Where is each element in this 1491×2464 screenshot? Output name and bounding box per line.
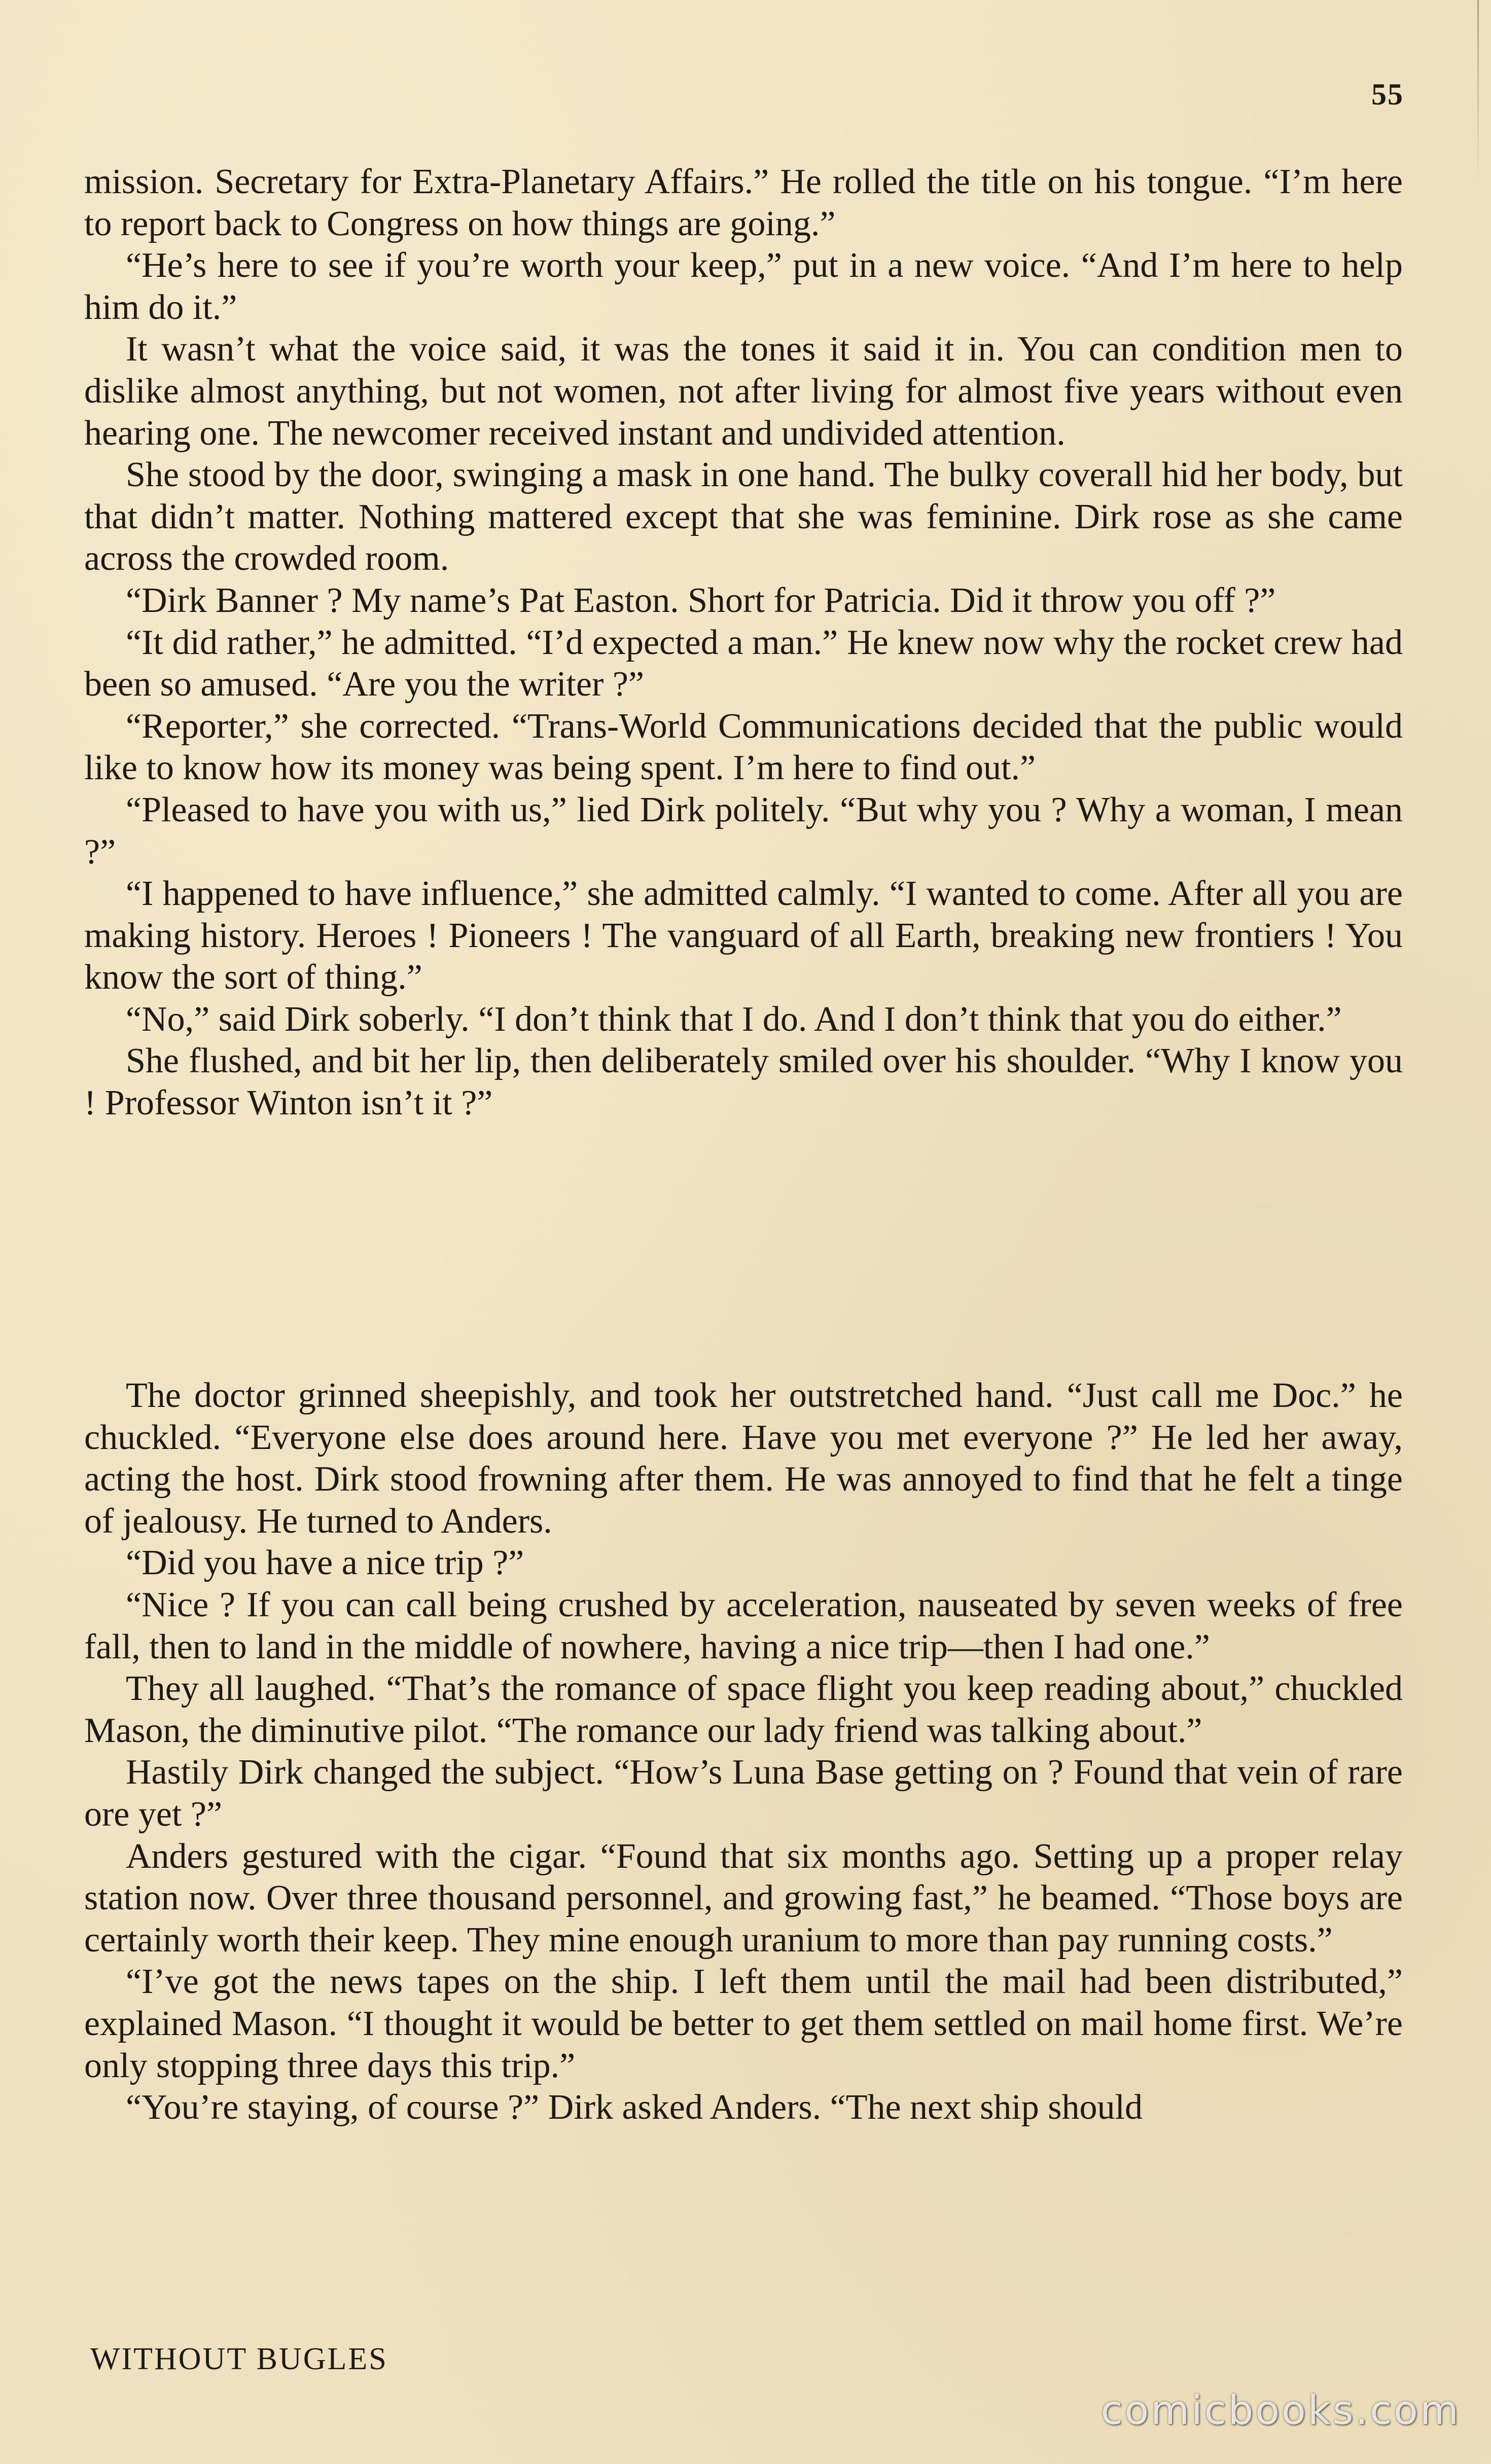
running-footer-title: WITHOUT BUGLES [90, 2342, 388, 2376]
paragraph: Anders gestured with the cigar. “Found that six months ago. Setting up a proper relay station now. Over three thousand personnel, and growing fast,” he beamed. “Those boys are certainly worth their keep. They mine enough uranium to more than pay running costs.” [84, 1836, 1403, 1960]
paragraph: “I’ve got the news tapes on the ship. I left them until the mail had been distributed,” explained Mason. “I thought it would be better to get them settled on mail home first. We’re only stopping three days this trip.” [84, 1962, 1403, 2085]
text-block-upper [84, 161, 1403, 1125]
paragraph: mission. Secretary for Extra-Planetary Affairs.” He rolled the title on his tongue. “I’m here to report back to Congress on how things are going.” [84, 162, 1403, 243]
paragraph: “Reporter,” she corrected. “Trans-World Communications decided that the public would like to know how its money was being spent. I’m here to find out.” [84, 706, 1403, 788]
watermark: comicbooks.com [1100, 2388, 1461, 2434]
paragraph: “No,” said Dirk soberly. “I don’t think that I do. And I don’t think that you do either.” [126, 999, 1342, 1039]
paragraph: “I happened to have influence,” she admitted calmly. “I wanted to come. After all you are making history. Heroes ! Pioneers ! The vanguard of all Earth, breaking new frontiers ! You know the sort of thing.” [84, 874, 1403, 997]
paragraph: She flushed, and bit her lip, then deliberately smiled over his shoulder. “Why I know you ! Professor Winton isn’t it ?” [84, 1041, 1403, 1123]
paragraph: “Dirk Banner ? My name’s Pat Easton. Short for Patricia. Did it throw you off ?” [126, 581, 1276, 620]
paragraph: It wasn’t what the voice said, it was the tones it said it in. You can condition men to dislike almost anything, but not women, not after living for almost five years without even hearing one. The newcomer received instant and undivided attention. [84, 330, 1403, 453]
page-fold-line [1477, 0, 1479, 183]
paragraph: They all laughed. “That’s the romance of space flight you keep reading about,” chuckled Mason, the diminutive pilot. “The romance our lady friend was talking about.” [84, 1669, 1403, 1750]
page-number: 55 [1371, 78, 1404, 111]
paragraph: “Did you have a nice trip ?” [126, 1543, 524, 1583]
paragraph: “Pleased to have you with us,” lied Dirk politely. “But why you ? Why a woman, I mean ?” [84, 790, 1403, 872]
paragraph: “Nice ? If you can call being crushed by acceleration, nauseated by seven weeks of free fall, then to land in the middle of nowhere, having a nice trip—then I had one.” [84, 1585, 1403, 1666]
paragraph: “You’re staying, of course ?” Dirk asked Anders. “The next ship should [126, 2088, 1143, 2127]
paragraph: The doctor grinned sheepishly, and took her outstretched hand. “Just call me Doc.” he chuckled. “Everyone else does around here. Have you met everyone ?” He led her away, acting the host. Dirk stood frowning after them. He was annoyed to find that he felt a tinge of jealousy. He turned to Anders. [84, 1376, 1403, 1541]
text-block-lower [84, 1375, 1403, 2129]
paragraph: She stood by the door, swinging a mask in one hand. The bulky coverall hid her body, but that didn’t matter. Nothing mattered except that she was feminine. Dirk rose as she came across the crowded room. [84, 455, 1403, 578]
paragraph: “He’s here to see if you’re worth your keep,” put in a new voice. “And I’m here to help him do it.” [84, 246, 1403, 327]
paragraph: “It did rather,” he admitted. “I’d expected a man.” He knew now why the rocket crew had been so amused. “Are you the writer ?” [84, 623, 1403, 704]
paragraph: Hastily Dirk changed the subject. “How’s Luna Base getting on ? Found that vein of rare ore yet ?” [84, 1753, 1403, 1834]
